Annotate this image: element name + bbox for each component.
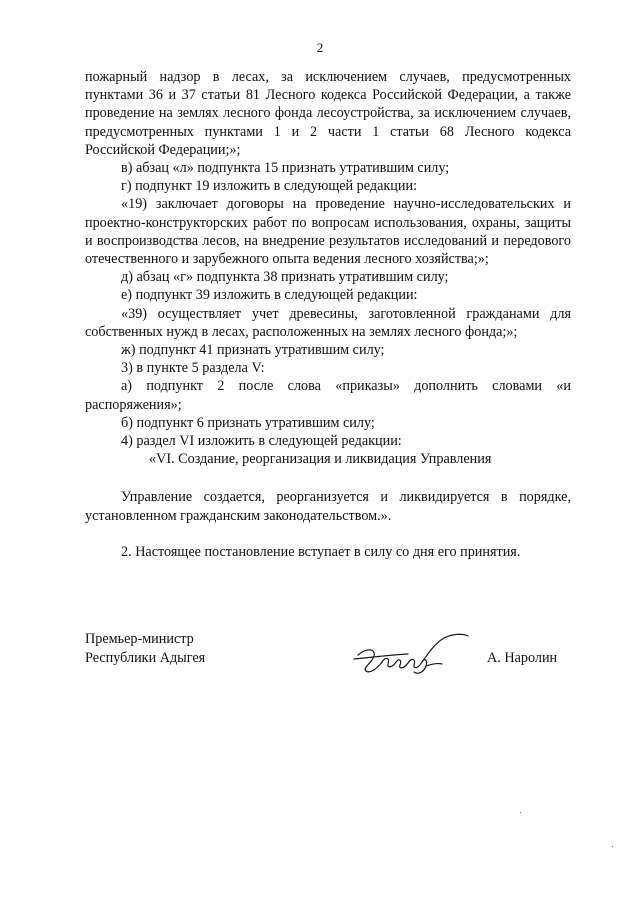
paragraph-item-v: в) абзац «л» подпункта 15 признать утратившим силу;: [121, 160, 450, 177]
document-body: [85, 68, 571, 561]
scan-speck: [612, 846, 613, 847]
paragraph-effective-date: 2. Настоящее постановление вступает в силу со дня его принятия.: [121, 543, 521, 560]
page-number: 2: [316, 40, 324, 55]
signatory-position: [85, 630, 205, 667]
paragraph-item-g: г) подпункт 19 изложить в следующей редакции:: [121, 178, 418, 195]
paragraph-item-3: 3) в пункте 5 раздела V:: [121, 360, 265, 377]
section-heading-vi: «VI. Создание, реорганизация и ликвидация Управления: [149, 451, 492, 468]
spacer: [85, 468, 571, 488]
paragraph-management: Управление создается, реорганизуется и ликвидируется в порядке, установленном гражданским законодательством.».: [85, 489, 571, 524]
paragraph-item-a: а) подпункт 2 после слова «приказы» дополнить словами «и распоряжения»;: [85, 378, 571, 413]
paragraph-item-zh: ж) подпункт 41 признать утратившим силу;: [121, 342, 385, 359]
paragraph-item-e: е) подпункт 39 изложить в следующей редакции:: [121, 287, 418, 304]
signatory-position-line1: Премьер-министр: [85, 631, 194, 647]
signatory-position-line2: Республики Адыгея: [85, 649, 206, 666]
paragraph-quote-39: «39) осуществляет учет древесины, заготовленной гражданами для собственных нужд в лесах, расположенных на землях лесного фонда;»;: [85, 305, 571, 340]
paragraph-item-b: б) подпункт 6 признать утратившим силу;: [121, 414, 375, 431]
paragraph-continuation: пожарный надзор в лесах, за исключением случаев, предусмотренных пунктами 36 и 37 статьи 81 Лесного кодекса Российской Федерации, а также проведение на землях лесного фонда лесоустройства, за исключением случаев, предусмотренных пунктами 1 и 2 части 1 статьи 68 Лесного кодекса Российской Федерации;»;: [85, 69, 571, 158]
spacer: [85, 525, 571, 543]
paragraph-item-4: 4) раздел VI изложить в следующей редакции:: [121, 433, 402, 450]
scan-speck: [520, 812, 521, 813]
paragraph-item-d: д) абзац «г» подпункта 38 признать утратившим силу;: [121, 269, 449, 286]
handwritten-signature: [352, 628, 474, 678]
paragraph-quote-19: «19) заключает договоры на проведение научно-исследовательских и проектно-конструкторских работ по вопросам использования, охраны, защиты и воспроизводства лесов, на внедрение результатов исследований и передового отечественного и зарубежного опыта ведения лесного хозяйства;»;: [85, 196, 571, 268]
signatory-name: А. Наролин: [487, 650, 558, 666]
